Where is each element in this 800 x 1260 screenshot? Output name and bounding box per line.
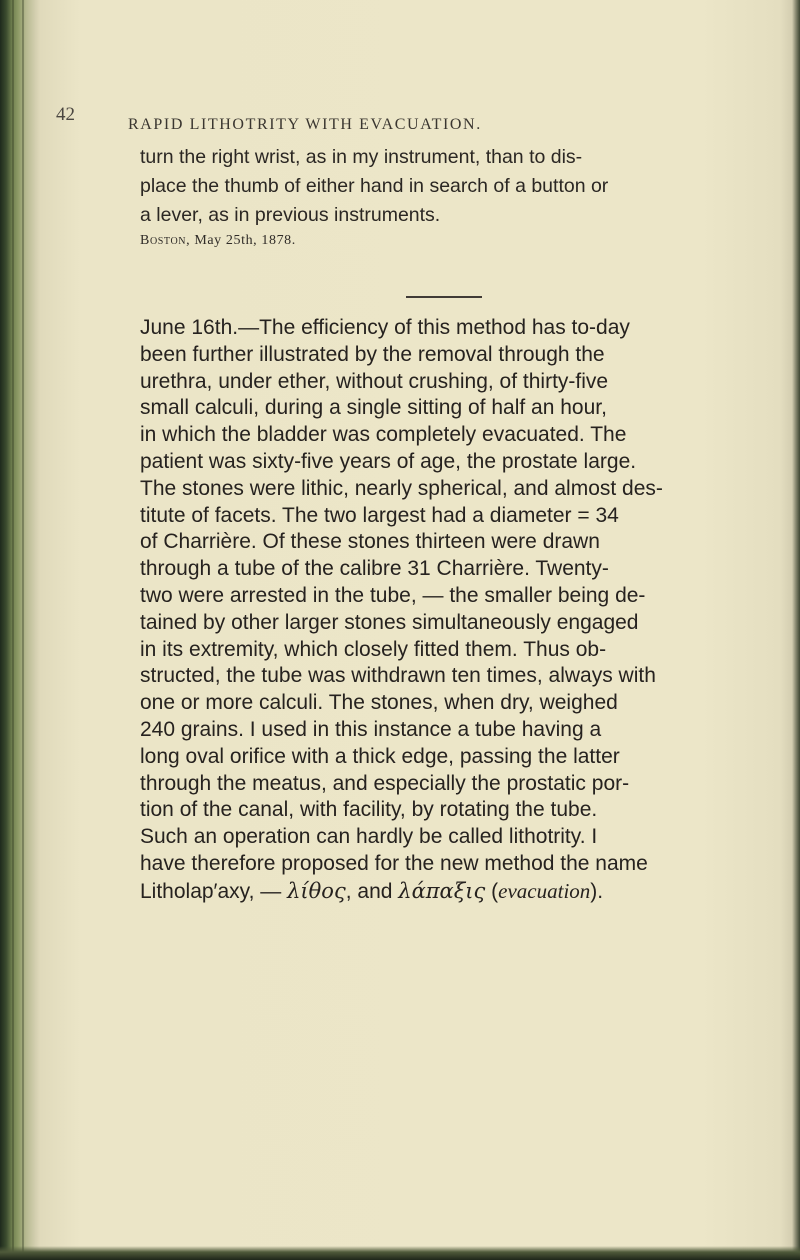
last-line-middle: , and	[345, 879, 399, 903]
page-header	[56, 104, 756, 134]
text-line: June 16th.—The efficiency of this method has to-day	[140, 316, 630, 339]
text-line: two were arrested in the tube, — the smaller being de-	[140, 583, 646, 607]
text-line: a lever, as in previous instruments.	[140, 204, 441, 226]
text-line: urethra, under ether, without crushing, of thirty-five	[140, 369, 609, 393]
page-number: 42	[56, 104, 75, 125]
text-line: place the thumb of either hand in search of a button or	[140, 175, 609, 197]
text-line: in its extremity, which closely fitted them. Thus ob-	[140, 637, 607, 661]
dateline-date: May 25th, 1878.	[194, 233, 296, 248]
running-title: RAPID LITHOTRITY WITH EVACUATION.	[128, 116, 482, 133]
text-line: have therefore proposed for the new method the name	[140, 851, 648, 875]
text-line: Such an operation can hardly be called lithotrity. I	[140, 825, 598, 849]
dateline-place: Boston,	[140, 233, 191, 248]
paragraph-june-16	[140, 315, 740, 906]
binding-edge-line	[22, 0, 24, 1260]
last-line-close: ).	[590, 879, 604, 903]
text-line: The stones were lithic, nearly spherical, and almost des-	[140, 476, 663, 500]
section-divider	[406, 296, 482, 298]
text-line: been further illustrated by the removal through the	[140, 342, 605, 366]
last-line-open-paren: (	[485, 879, 499, 903]
text-line: titute of facets. The two largest had a diameter = 34	[140, 503, 619, 527]
greek-word-lapaxis: λάπαξις	[398, 878, 486, 903]
page-bottom-edge	[0, 1246, 800, 1260]
text-line: structed, the tube was withdrawn ten times, always with	[140, 664, 656, 688]
text-line: 240 grains. I used in this instance a tube having a	[140, 717, 602, 741]
book-binding	[0, 0, 40, 1260]
text-line-last	[140, 878, 740, 906]
binding-edge-line	[12, 0, 14, 1260]
greek-word-lithos: λίθος	[287, 878, 346, 903]
text-line: in which the bladder was completely evacuated. The	[140, 423, 627, 447]
text-line: through the meatus, and especially the prostatic por-	[140, 771, 630, 795]
text-line: patient was sixty-five years of age, the prostate large.	[140, 449, 637, 473]
text-line: small calculi, during a single sitting of half an hour,	[140, 396, 607, 420]
text-line: one or more calculi. The stones, when dry, weighed	[140, 691, 618, 715]
text-line: tion of the canal, with facility, by rotating the tube.	[140, 798, 598, 822]
text-line: turn the right wrist, as in my instrument, than to dis-	[140, 146, 583, 168]
page-right-edge	[792, 0, 800, 1260]
text-line: of Charrière. Of these stones thirteen were drawn	[140, 530, 600, 554]
italic-evacuation: evacuation	[498, 878, 591, 903]
dateline	[140, 233, 296, 249]
last-line-prefix: Litholap′axy, —	[140, 879, 288, 903]
text-line: through a tube of the calibre 31 Charrière. Twenty-	[140, 557, 609, 581]
text-line: long oval orifice with a thick edge, passing the latter	[140, 744, 620, 768]
paragraph-continuation	[140, 143, 732, 230]
text-line: tained by other larger stones simultaneously engaged	[140, 610, 639, 634]
